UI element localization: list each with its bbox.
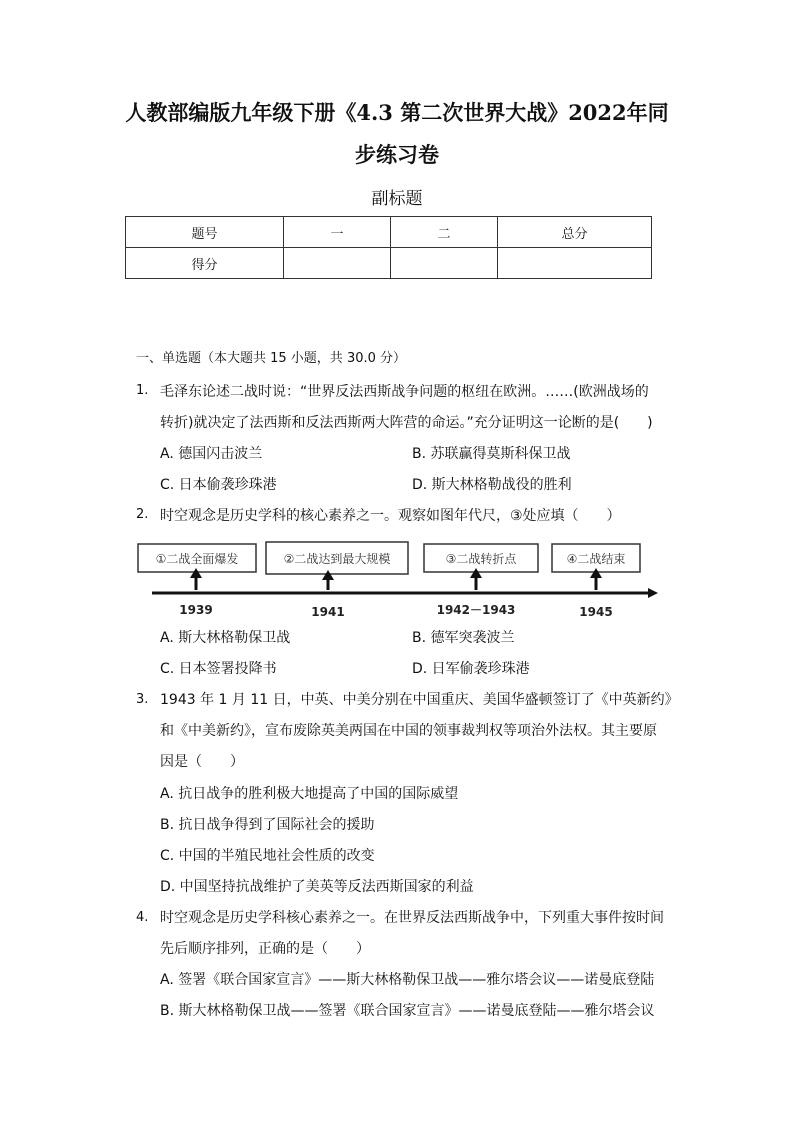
question-number: 2. bbox=[136, 507, 149, 522]
question-text: 先后顺序排列，正确的是（ ） bbox=[160, 941, 370, 957]
question-number: 4. bbox=[136, 910, 149, 925]
timeline-event-label: ①二战全面爆发 bbox=[155, 552, 239, 566]
score-cell bbox=[284, 248, 391, 279]
question-text: 1943 年 1 月 11 日，中英、中美分别在中国重庆、美国华盛顿签订了《中英新约》 bbox=[160, 692, 679, 708]
timeline-year: 1942－1943 bbox=[436, 603, 516, 617]
option-b: B. 苏联赢得莫斯科保卫战 bbox=[412, 446, 571, 462]
score-table-header-row bbox=[126, 217, 652, 248]
score-header-cell: 题号 bbox=[126, 217, 284, 248]
document-title-line-2: 步练习卷 bbox=[355, 142, 439, 167]
option-c: C. 日本偷袭珍珠港 bbox=[160, 477, 277, 493]
score-cell bbox=[391, 248, 498, 279]
score-header-cell: 二 bbox=[391, 217, 498, 248]
option-c: C. 中国的半殖民地社会性质的改变 bbox=[160, 848, 375, 864]
option-d: D. 斯大林格勒战役的胜利 bbox=[412, 477, 572, 493]
question-text: 转折)就决定了法西斯和反法西斯两大阵营的命运。”充分证明这一论断的是( ) bbox=[160, 415, 653, 431]
option-b: B. 斯大林格勒保卫战——签署《联合国家宣言》——诺曼底登陆——雅尔塔会议 bbox=[160, 1003, 655, 1019]
question-text: 时空观念是历史学科的核心素养之一。观察如图年代尺，③处应填（ ） bbox=[160, 508, 621, 524]
timeline-figure bbox=[136, 538, 662, 624]
timeline-arrowhead bbox=[648, 588, 658, 598]
timeline-event-label: ④二战结束 bbox=[566, 552, 626, 566]
score-cell bbox=[498, 248, 652, 279]
option-b: B. 抗日战争得到了国际社会的援助 bbox=[160, 817, 375, 833]
option-b: B. 德军突袭波兰 bbox=[412, 630, 515, 646]
question-text: 时空观念是历史学科核心素养之一。在世界反法西斯战争中，下列重大事件按时间 bbox=[160, 910, 664, 926]
timeline-year: 1941 bbox=[311, 605, 345, 619]
question-number: 3. bbox=[136, 692, 149, 707]
option-c: C. 日本签署投降书 bbox=[160, 661, 277, 677]
option-d: D. 日军偷袭珍珠港 bbox=[412, 661, 530, 677]
question-text: 和《中美新约》，宣布废除英美两国在中国的领事裁判权等项治外法权。其主要原 bbox=[160, 723, 657, 739]
option-a: A. 斯大林格勒保卫战 bbox=[160, 630, 291, 646]
option-a: A. 德国闪击波兰 bbox=[160, 446, 263, 462]
score-header-cell: 总分 bbox=[498, 217, 652, 248]
score-table bbox=[125, 216, 652, 279]
timeline-year: 1939 bbox=[179, 603, 213, 617]
section-heading: 一、单选题（本大题共 15 小题，共 30.0 分） bbox=[136, 351, 407, 366]
score-cell: 得分 bbox=[126, 248, 284, 279]
question-text: 因是（ ） bbox=[160, 754, 244, 770]
timeline-event-label: ②二战达到最大规模 bbox=[283, 552, 391, 566]
question-text: 毛泽东论述二战时说：“世界反法西斯战争问题的枢纽在欧洲。……(欧洲战场的 bbox=[160, 384, 649, 400]
timeline-year: 1945 bbox=[579, 605, 613, 619]
document-subtitle: 副标题 bbox=[371, 189, 423, 209]
option-a: A. 抗日战争的胜利极大地提高了中国的国际威望 bbox=[160, 786, 459, 802]
score-header-cell: 一 bbox=[284, 217, 391, 248]
option-d: D. 中国坚持抗战维护了美英等反法西斯国家的利益 bbox=[160, 879, 474, 895]
score-table-row bbox=[126, 248, 652, 279]
option-a: A. 签署《联合国家宣言》——斯大林格勒保卫战——雅尔塔会议——诺曼底登陆 bbox=[160, 972, 655, 988]
question-number: 1. bbox=[136, 383, 149, 398]
document-title-line-1: 人教部编版九年级下册《4.3 第二次世界大战》2022年同 bbox=[125, 100, 669, 125]
timeline-event-label: ③二战转折点 bbox=[445, 552, 517, 566]
